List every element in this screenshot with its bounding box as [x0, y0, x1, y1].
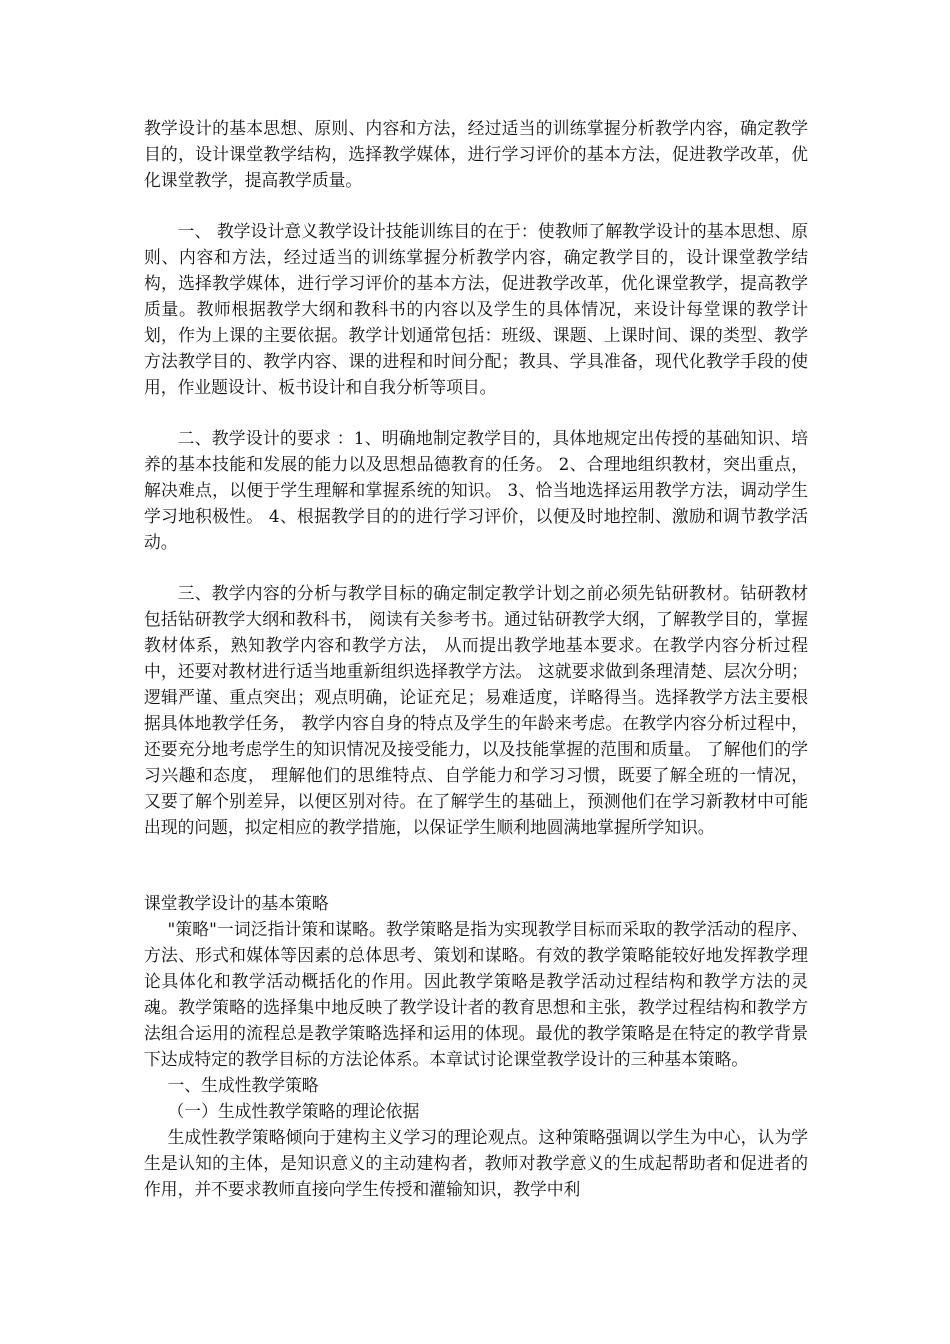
intro-paragraph: 教学设计的基本思想、原则、内容和方法，经过适当的训练掌握分析教学内容，确定教学目的，设计课堂教学结构，选择教学媒体，进行学习评价的基本方法，促进教学改革，优化课堂教学，提高教学质量。 [144, 118, 808, 190]
paragraph-teaching-design-requirements: 二、教学设计的要求 ：1、明确地制定教学目的，具体地规定出传授的基础知识、培养的基本技能和发展的能力以及思想品德教育的任务。 2、合理地组织教材，突出重点，解决难点，以便于学生理解和掌握系统的知识。 3、恰当地选择运用教学方法，调动学生学习地积极性。 4、根据教学目的的进行学习评价，以便及时地控制、激励和调节教学活动。 [144, 428, 808, 552]
paragraph-content-analysis: 三、教学内容的分析与教学目标的确定制定教学计划之前必须先钻研教材。钻研教材包括钻研教学大纲和教科书， 阅读有关参考书。通过钻研教学大纲，了解教学目的，掌握教材体系，熟知教学内容和教学方法， 从而提出教学地基本要求。在教学内容分析过程中，还要对教材进行适当地重新组织选择教学方法。 这就要求做到条理清楚、层次分明；逻辑严谨、重点突出；观点明确，论证充足；易难适度，详略得当。选择教学方法主要根据具体地教学任务， 教学内容自身的特点及学生的年龄来考虑。在教学内容分析过程中，还要充分地考虑学生的知识情况及接受能力，以及技能掌握的范围和质量。 了解他们的学习兴趣和态度， 理解他们的思维特点、自学能力和学习习惯，既要了解全班的一情况， 又要了解个别差异，以便区别对待。在了解学生的基础上，预测他们在学习新教材中可能出现的问题，拟定相应的教学措施，以保证学生顺利地圆满地掌握所学知识。 [144, 583, 808, 837]
section-title: 课堂教学设计的基本策略 [144, 893, 329, 913]
subheading-theory-basis: （一）生成性教学策略的理论依据 [167, 1101, 420, 1121]
strategy-paragraph: "策略"一词泛指计策和谋略。教学策略是指为实现教学目标而采取的教学活动的程序、方法、形式和媒体等因素的总体思考、策划和谋略。有效的教学策略能较好地发挥教学理论具体化和教学活动概括化的作用。因此教学策略是教学活动过程结构和教学方法的灵魂。教学策略的选择集中地反映了教学设计者的教育思想和主张，教学过程结构和教学方法组合运用的流程总是教学策略选择和运用的体现。最优的教学策略是在特定的教学背景下达成特定的教学目标的方法论体系。本章试讨论课堂教学设计的三种基本策略。 [144, 919, 808, 1069]
document-page [144, 115, 808, 1202]
heading-generative-strategy: 一、生成性教学策略 [167, 1075, 319, 1095]
last-paragraph: 生成性教学策略倾向于建构主义学习的理论观点。这种策略强调以学生为中心，认为学生是认知的主体，是知识意义的主动建构者，教师对教学意义的生成起帮助者和促进者的作用，并不要求教师直接向学生传授和灌输知识，教学中利 [144, 1127, 808, 1199]
paragraph-teaching-design-meaning: 一、 教学设计意义教学设计技能训练目的在于：使教师了解教学设计的基本思想、原则、内容和方法，经过适当的训练掌握分析教学内容，确定教学目的，设计课堂教学结构，选择教学媒体，进行学习评价的基本方法，促进教学改革，优化课堂教学，提高教学质量。教师根据教学大纲和教科书的内容以及学生的具体情况，来设计每堂课的教学计划，作为上课的主要依据。教学计划通常包括：班级、课题、上课时间、课的类型、教学方法教学目的、教学内容、课的进程和时间分配；教具、学具准备，现代化教学手段的使用，作业题设计、板书设计和自我分析等项目。 [144, 221, 808, 397]
